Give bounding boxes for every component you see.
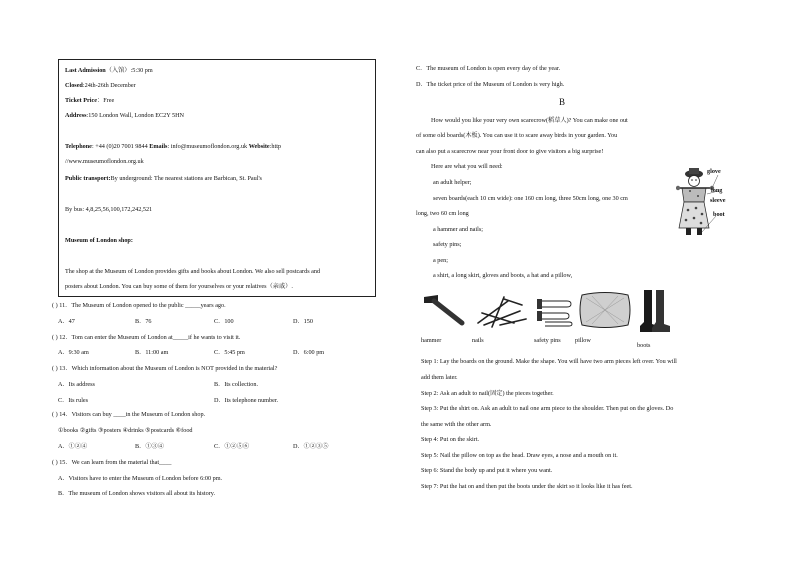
intro-line-2: of some old boards(木板). You can use it to scare away birds in your garden. You: [416, 132, 618, 139]
shop-line-2: posters about London. You can buy some of them for yourselves or your relatives（亲戚）.: [65, 283, 293, 290]
step-1b: add them later.: [421, 374, 458, 381]
q14-choices: ①books ②gifts ③posters ④drinks ⑤postcards ⑥food: [58, 427, 193, 434]
address-line: Address:150 London Wall, London EC2Y 5HN: [65, 112, 185, 119]
nails-group: [478, 297, 526, 327]
scarecrow-hat-crown: [689, 168, 699, 174]
step-7: Step 7: Put the hat on and then put the boots under the skirt so it looks like it has feet.: [421, 483, 633, 490]
scarecrow-shirt: [682, 188, 706, 202]
intro-line-3: can also put a scarecrow near your front door to give visitors a big surprise!: [416, 148, 604, 155]
step-4: Step 4: Put on the skirt.: [421, 436, 480, 443]
need-item-2b: long, two 60 cm long: [416, 210, 469, 217]
need-item-2a: seven boards(each 10 cm wide): one 160 cm long, three 50cm long, one 30 cm: [433, 195, 628, 202]
scarecrow-glove: [676, 186, 680, 190]
glove-label: glove: [707, 168, 721, 175]
q13-option-b: B．Its collection.: [214, 381, 258, 388]
boots-label: boots: [637, 342, 651, 349]
q14-option-c: C．①②⑤⑥: [214, 443, 250, 450]
scarecrow-boot: [697, 228, 702, 235]
need-item-1: an adult helper;: [433, 179, 472, 186]
q14-option-d: D．①②③⑤: [293, 443, 329, 450]
q12-option-b: B．11:00 am: [135, 349, 169, 356]
q13-option-d: D．Its telephone number.: [214, 397, 279, 404]
q13-option-a: A．Its address: [58, 381, 95, 388]
glove-pointer: [713, 175, 718, 186]
hammer-picture: [420, 291, 466, 329]
scarecrow-boot: [686, 228, 691, 235]
q14-option-a: A．①②④: [58, 443, 88, 450]
step-5: Step 5: Nail the pillow on top as the head. Draw eyes, a nose and a mouth on it.: [421, 452, 618, 459]
safety-pin-clasp: [537, 299, 542, 309]
sleeve-label: sleeve: [710, 197, 726, 204]
closed-line: Closed:24th-26th December: [65, 82, 136, 89]
q12-option-d: D．6:00 pm: [293, 349, 325, 356]
pillow-picture: [578, 290, 632, 330]
q14-option-b: B．①③④: [135, 443, 164, 450]
q14-stem: ( ) 14．Visitors can buy ____in the Museum of London shop.: [52, 411, 206, 418]
step-6: Step 6: Stand the body up and put it where you want.: [421, 467, 553, 474]
hammer-label: hammer: [421, 337, 442, 344]
long-label: long: [711, 187, 723, 194]
scarecrow-eye: [695, 179, 697, 181]
shop-line-1: The shop at the Museum of London provides gifts and books about London. We also sell postcards and: [65, 268, 321, 275]
q15-option-b: B．The museum of London shows visitors all about its history.: [58, 490, 216, 497]
bus-line: By bus: 4,8,25,56,100,172,242,521: [65, 206, 153, 213]
need-item-3: a hammer and nails;: [433, 226, 483, 233]
safety-pins-group: [539, 301, 572, 326]
q15-stem: ( ) 15．We can learn from the material that____: [52, 459, 172, 466]
last-admission-line: Last Admission（入馆）:5:30 pm: [65, 67, 153, 74]
need-item-4: safety pins;: [433, 241, 462, 248]
safety-pins-label: safety pins: [534, 337, 561, 344]
transport-line: Public transport:By underground: The nearest stations are Barbican, St. Paul's: [65, 175, 262, 182]
step-3b: the same with the other arm.: [421, 421, 492, 428]
boots-picture: [638, 288, 672, 334]
q11-option-d: D．150: [293, 318, 313, 325]
need-item-6: a shirt, a long skirt, gloves and boots, a hat and a pillow,: [433, 272, 573, 279]
step-1a: Step 1: Lay the boards on the ground. Make the shape. You will have two arm pieces left over. You will: [421, 358, 677, 365]
pillow-label: pillow: [575, 337, 591, 344]
q13-stem: ( ) 13．Which information about the Museum of London is NOT provided in the material?: [52, 365, 278, 372]
q15-option-a: A．Visitors have to enter the Museum of London before 6:00 pm.: [58, 475, 223, 482]
intro-line-1: How would you like your very own scarecrow(稻草人)? You can make one out: [431, 117, 628, 124]
q12-option-c: C．5:45 pm: [214, 349, 245, 356]
hammer-handle: [434, 301, 462, 323]
q15-option-d: D．The ticket price of the Museum of London is very high.: [416, 81, 565, 88]
q12-stem: ( ) 12．Tom can enter the Museum of London at_____if he wants to visit it.: [52, 334, 241, 341]
q11-option-c: C．100: [214, 318, 234, 325]
shop-heading: Museum of London shop:: [65, 237, 133, 244]
q13-option-c: C．Its rules: [58, 397, 89, 404]
q15-option-c: C．The museum of London is open every day of the year.: [416, 65, 561, 72]
ticket-price-line: Ticket Price：Free: [65, 97, 115, 104]
safety-pin-clasp: [537, 311, 542, 321]
boot-label: boot: [713, 211, 725, 218]
scarecrow-skirt: [679, 202, 709, 228]
website-line: //www.museumoflondon.org.uk: [65, 158, 144, 165]
info-box: [58, 59, 376, 297]
step-3a: Step 3: Put the shirt on. Ask an adult to nail one arm piece to the shoulder. Then put on the gloves. Do: [421, 405, 674, 412]
scarecrow-head: [689, 176, 700, 187]
q11-option-b: B．76: [135, 318, 152, 325]
telephone-line: Telephone: +44 (0)20 7001 9844 Emails: info@museumoflondon.org.uk Website:http: [65, 143, 282, 150]
safety-pins-picture: [535, 293, 575, 327]
need-item-5: a pen;: [433, 257, 448, 264]
q11-stem: ( ) 11．The Museum of London opened to the public _____years ago.: [52, 302, 226, 309]
step-2: Step 2: Ask an adult to nail(固定) the pieces together.: [421, 390, 554, 397]
section-b-heading: B: [559, 97, 566, 107]
scarecrow-eye: [691, 179, 693, 181]
nails-label: nails: [472, 337, 484, 344]
nails-picture: [474, 293, 528, 329]
boot-right: [652, 290, 670, 332]
q12-option-a: A．9:30 am: [58, 349, 89, 356]
need-heading: Here are what you will need:: [431, 163, 503, 170]
q11-option-a: A．47: [58, 318, 75, 325]
